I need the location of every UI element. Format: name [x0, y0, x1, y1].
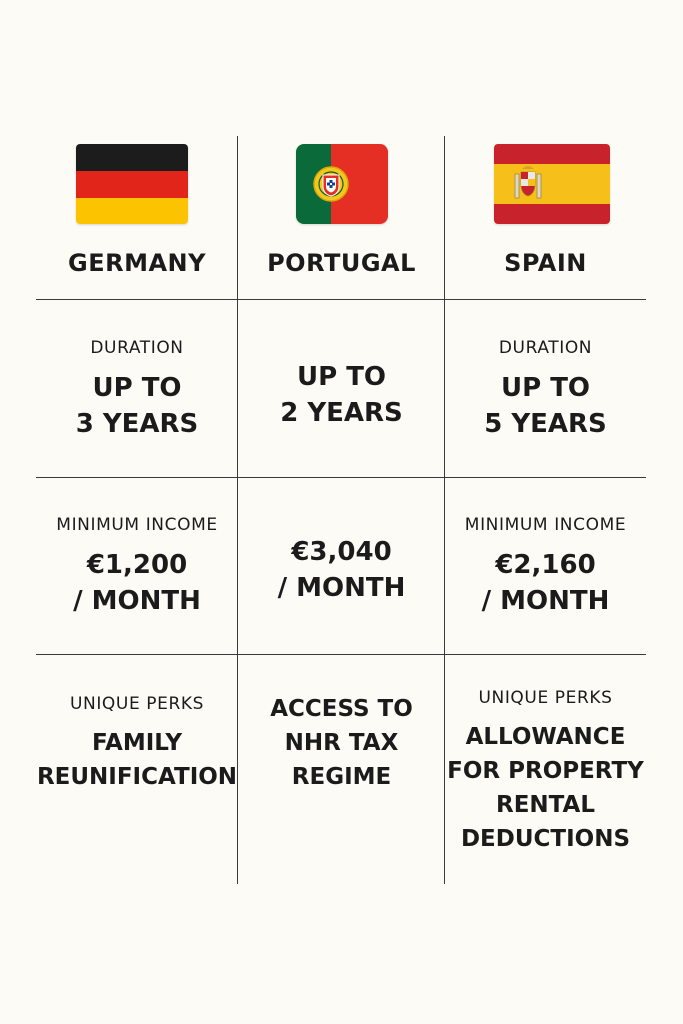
perk-line: RENTAL: [495, 792, 596, 818]
perk-line: ACCESS TO: [270, 696, 413, 722]
spain-flag-icon: [494, 144, 610, 224]
perk-line: DEDUCTIONS: [460, 826, 631, 852]
income-value-line1: €2,160: [495, 550, 596, 580]
income-value-line2: / MONTH: [73, 586, 201, 616]
duration-value-line1: UP TO: [92, 373, 182, 403]
duration-value-line1: UP TO: [500, 373, 591, 403]
spain-income-cell: [445, 509, 646, 625]
portugal-income-cell: [238, 525, 445, 615]
duration-label: DURATION: [90, 338, 184, 358]
duration-value-line2: 3 YEARS: [75, 409, 199, 439]
duration-value-line2: 2 YEARS: [280, 398, 403, 428]
income-value-line2: / MONTH: [277, 573, 406, 603]
income-value-line2: / MONTH: [481, 586, 610, 616]
duration-value-line2: 5 YEARS: [484, 409, 607, 439]
spain-duration-cell: [445, 332, 646, 448]
income-value-line1: €1,200: [86, 550, 188, 580]
income-value-line1: €3,040: [291, 537, 392, 567]
perk-line: ALLOWANCE: [465, 724, 626, 750]
row-divider: [36, 299, 646, 300]
perks-label: UNIQUE PERKS: [69, 694, 205, 714]
perk-line: FOR PROPERTY: [447, 758, 644, 784]
country-name-spain: SPAIN: [504, 249, 587, 277]
perk-line: FAMILY: [91, 730, 183, 756]
perk-line: REUNIFICATION: [36, 764, 238, 790]
income-label: MINIMUM INCOME: [56, 515, 218, 535]
duration-label: DURATION: [498, 338, 593, 358]
duration-value-line1: UP TO: [296, 362, 387, 392]
spain-perks-cell: [445, 686, 646, 858]
row-divider: [36, 477, 646, 478]
income-label: MINIMUM INCOME: [464, 515, 627, 535]
portugal-duration-cell: [238, 350, 445, 440]
country-name-portugal: PORTUGAL: [267, 249, 416, 277]
germany-flag-icon: [76, 144, 188, 224]
row-divider: [36, 654, 646, 655]
germany-perks-cell: [36, 686, 238, 802]
germany-income-cell: [36, 509, 238, 625]
perk-line: NHR TAX: [284, 730, 399, 756]
germany-duration-cell: [36, 332, 238, 448]
portugal-perks-cell: [238, 690, 445, 796]
perks-label: UNIQUE PERKS: [478, 688, 613, 708]
country-name-germany: GERMANY: [68, 249, 206, 277]
perk-line: REGIME: [291, 764, 392, 790]
portugal-flag-icon: [296, 144, 388, 224]
